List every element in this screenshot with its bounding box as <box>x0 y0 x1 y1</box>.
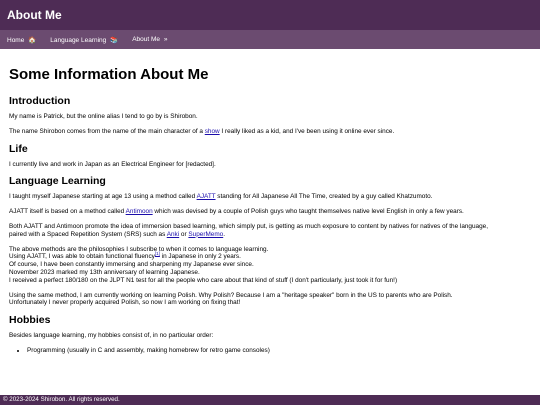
section-hobbies <box>9 314 531 355</box>
intro-p2-text-end: I really liked as a kid, and I've been using it online ever since. <box>219 127 395 135</box>
copyright-text: © 2023-2024 Shirobon. All rights reserved. <box>3 396 120 403</box>
lang-p3-line-2: paired with a Spaced Repetition System (SRS) such as <box>9 230 167 238</box>
hobbies-intro: Besides language learning, my hobbies consist of, in no particular order: <box>9 332 214 340</box>
life-paragraph: I currently live and work in Japan as an Electrical Engineer for [redacted]. <box>9 160 216 168</box>
ajatt-link[interactable]: AJATT <box>196 193 216 201</box>
intro-p2-text: The name Shirobon comes from the name of the main character of a <box>9 127 205 135</box>
list-item: • Programming (usually in C and assembly, making homebrew for retro game consoles) <box>27 347 531 355</box>
language-paragraph-5 <box>9 292 531 308</box>
page-title: Some Information About Me <box>9 66 209 83</box>
lang-p3-or: or <box>179 230 189 238</box>
section-language-learning <box>9 175 531 307</box>
navbar <box>0 30 540 49</box>
show-link[interactable]: show <box>204 127 220 135</box>
antimoon-link[interactable]: Antimoon <box>125 208 153 216</box>
nav-home-link[interactable] <box>7 36 36 44</box>
language-learning-heading: Language Learning <box>9 175 106 188</box>
introduction-heading: Introduction <box>9 95 71 107</box>
anki-link[interactable]: Anki <box>166 230 180 238</box>
lang-p3-end: . <box>223 230 225 238</box>
lang-p2-text-end: which was devised by a couple of Polish guys who taught themselves native level English in only a few years. <box>152 208 464 216</box>
main-content <box>0 66 540 355</box>
footnote-1-link[interactable]: [1] <box>154 251 160 257</box>
double-chevron-icon: » <box>163 36 168 43</box>
intro-paragraph-2 <box>9 128 531 136</box>
books-icon: 📚 <box>110 36 119 44</box>
lang-p1-text: I taught myself Japanese starting at age 13 using a method called <box>9 193 197 201</box>
language-paragraph-3 <box>9 223 531 239</box>
lang-p4-line-5: I received a perfect 180/180 on the JLPT N1 test for all the people who care about that kind of stuff (I don't particularly, just took it for fun!) <box>9 276 398 284</box>
nav-about-me-link[interactable] <box>132 36 167 43</box>
lang-p3-line-1: Both AJATT and Antimoon promote the idea of immersion based learning, which simply put, is getting as much exposure to content by natives for natives of the language, <box>9 222 488 230</box>
language-paragraph-2 <box>9 208 531 216</box>
site-header <box>0 0 540 30</box>
lang-p4-line-3: Of course, I have been constantly immersing and sharpening my Japanese ever since. <box>9 261 254 269</box>
intro-paragraph-1: My name is Patrick, but the online alias I tend to go by is Shirobon. <box>9 113 198 120</box>
lang-p4-line-4: November 2023 marked my 13th anniversary of learning Japanese. <box>9 268 200 276</box>
section-introduction <box>9 95 531 136</box>
lang-p2-text: AJATT itself is based on a method called <box>9 208 126 216</box>
lang-p4-line-2: Using AJATT, I was able to obtain functional fluency <box>9 253 155 261</box>
nav-language-learning-link[interactable] <box>50 36 118 44</box>
lang-p5-line-1: Using the same method, I am currently working on learning Polish. Why Polish? Because I am a "heritage speaker" born in the US to parents who are Polish. <box>9 291 453 299</box>
lang-p4-line-1: The above methods are the philosophies I subscribe to when it comes to language learning. <box>9 245 269 253</box>
site-footer <box>0 395 540 405</box>
nav-about-label: About Me <box>132 36 161 43</box>
language-paragraph-1 <box>9 193 531 201</box>
nav-language-label: Language Learning <box>50 36 107 44</box>
supermemo-link[interactable]: SuperMemo <box>188 230 224 238</box>
site-title: About Me <box>7 8 62 22</box>
hobbies-list <box>9 347 531 355</box>
lang-p4-line-2-end: in Japanese in only 2 years. <box>159 253 241 261</box>
lang-p1-text-end: standing for All Japanese All The Time, created by a guy called Khatzumoto. <box>215 193 433 201</box>
hobbies-heading: Hobbies <box>9 314 51 327</box>
language-paragraph-4 <box>9 246 531 285</box>
lang-p5-line-2: Unfortunately I never properly acquired Polish, so now I am working on fixing that! <box>9 299 241 307</box>
life-heading: Life <box>9 142 28 155</box>
house-icon: 🏠 <box>28 36 37 44</box>
nav-home-label: Home <box>7 36 25 44</box>
section-life <box>9 143 531 169</box>
